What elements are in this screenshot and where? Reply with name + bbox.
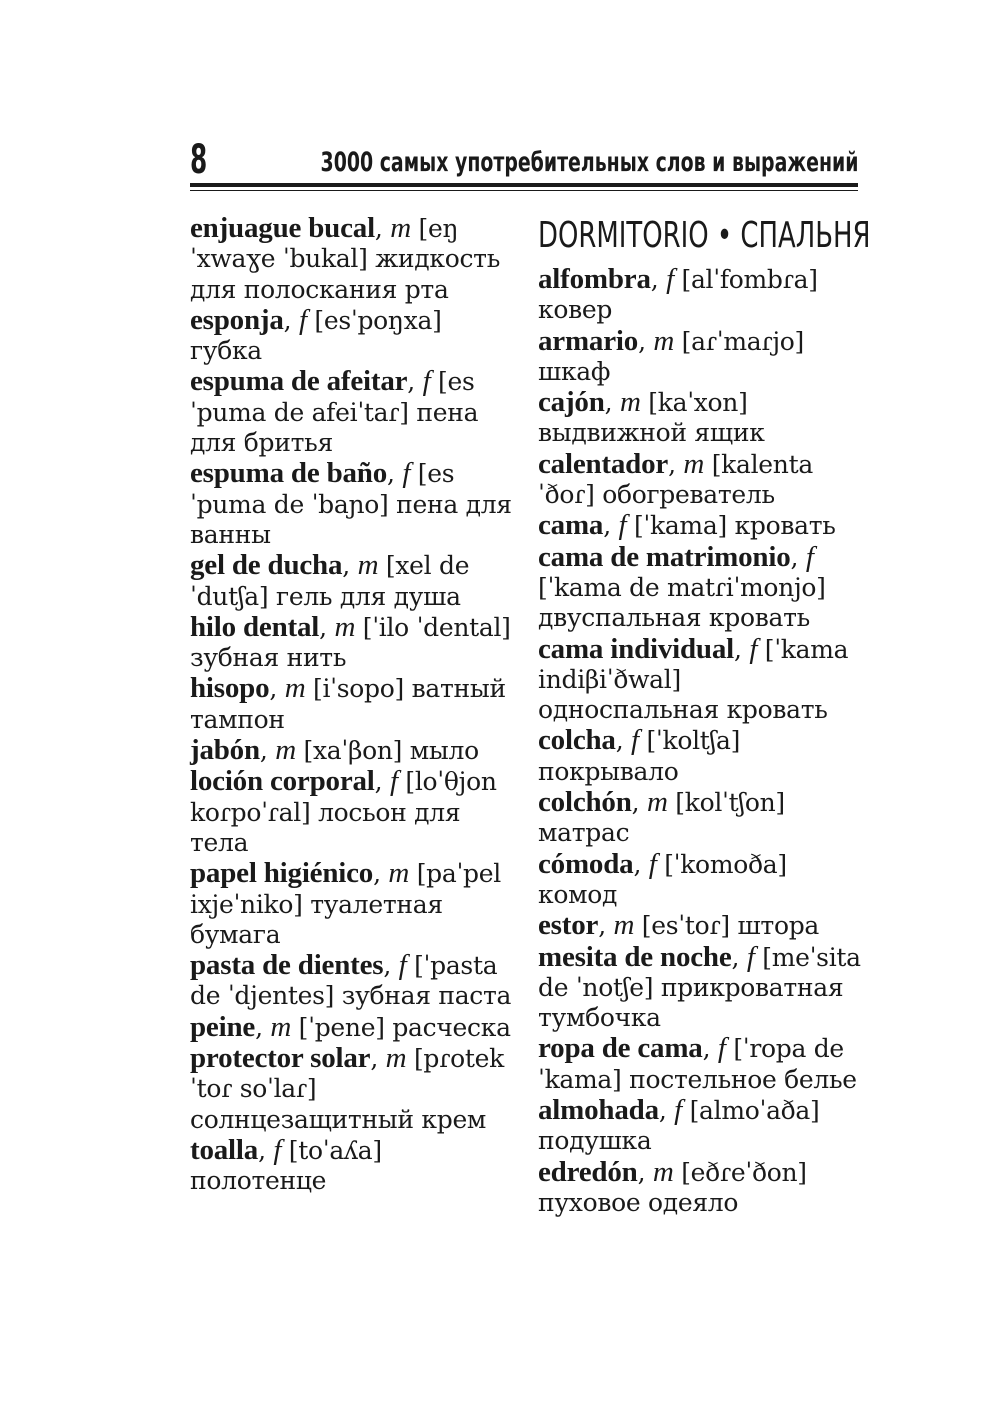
dictionary-entry: ropa de cama, f [ˈropa de ˈkama] постельное белье — [538, 1032, 857, 1094]
dictionary-entry: papel higiénico, m [paˈpel ixjeˈniko] туалетная бумага — [190, 857, 501, 949]
translation: пена для бритья — [190, 397, 479, 458]
translation: солнцезащитный крем — [190, 1104, 487, 1134]
gender-mark: f — [402, 457, 411, 490]
headword: calentador — [538, 447, 669, 480]
transcription: [alˈfombɾa] — [681, 265, 818, 294]
dictionary-entry: mesita de noche, f [meˈsita de ˈnotʃe] прикроватная тумбочка — [538, 940, 861, 1033]
dictionary-entry: toalla, f [toˈaʎa] полотенце — [190, 1133, 382, 1196]
translation: прикроватная тумбочка — [538, 972, 844, 1033]
gender-mark: m — [619, 386, 641, 419]
headword: cama — [538, 509, 604, 542]
transcription: [ˈkama indiβiˈðwal] — [538, 634, 849, 694]
right-entries — [538, 264, 868, 1218]
transcription: [toˈaʎa] — [288, 1135, 382, 1165]
dictionary-entry: armario, m [aɾˈmaɾjo] шкаф — [538, 324, 805, 386]
transcription: [ˈkama] — [633, 511, 727, 541]
translation: подушка — [538, 1126, 652, 1156]
headword: cama de matrimonio — [538, 540, 791, 573]
gender-mark: f — [273, 1133, 282, 1166]
gender-mark: m — [334, 610, 356, 643]
transcription: [kalentaˈðoɾ] — [538, 449, 813, 510]
translation: полотенце — [190, 1166, 327, 1196]
gender-mark: f — [746, 940, 755, 973]
translation: матрас — [538, 818, 630, 848]
transcription: [almoˈaða] — [689, 1096, 820, 1126]
dictionary-entry: colchón, m [kolˈtʃon] матрас — [538, 786, 785, 848]
transcription: [ˈpasta de ˈdjentes] — [190, 951, 498, 1011]
gender-mark: f — [717, 1032, 726, 1065]
dictionary-entry: colcha, f [ˈkoltʃa] покрывало — [538, 724, 741, 786]
dictionary-entry: hisopo, m [iˈsopo] ватный тампон — [190, 672, 506, 734]
dictionary-entry: protector solar, m [pɾotekˈtoɾ soˈlaɾ] солнцезащитный крем — [190, 1042, 504, 1134]
translation: обогреватель — [602, 480, 775, 510]
headword: armario — [538, 324, 639, 357]
transcription: [ˈropa de ˈkama] — [538, 1034, 844, 1094]
headword: cómoda — [538, 847, 634, 880]
headword: mesita de noche — [538, 940, 732, 973]
gender-mark: m — [275, 734, 296, 767]
translation: ватный тампон — [190, 674, 506, 734]
translation: односпальная кровать — [538, 695, 828, 725]
headword: esponja — [190, 303, 284, 336]
gender-mark: m — [284, 672, 306, 705]
page-header — [190, 138, 858, 182]
headword: estor — [538, 909, 599, 942]
headword: alfombra — [538, 263, 651, 295]
translation: пена для ванны — [190, 489, 512, 549]
headword: jabón — [190, 734, 260, 767]
translation: кровать — [734, 511, 836, 541]
headword: toalla — [190, 1133, 259, 1166]
gender-mark: m — [653, 324, 675, 357]
headword: espuma de afeitar — [190, 365, 408, 398]
dictionary-entry: enjuague bucal, m [eŋˈxwaɣe ˈbukal] жидкость для полоскания рта — [190, 212, 501, 304]
gender-mark: m — [270, 1010, 292, 1043]
gender-mark: f — [389, 765, 398, 798]
right-column — [538, 213, 871, 1218]
transcription: [kaˈxon] — [648, 388, 748, 418]
translation: зубная паста — [341, 981, 512, 1011]
gender-mark: f — [674, 1094, 682, 1127]
dictionary-entry: almohada, f [almoˈaða] подушка — [538, 1094, 820, 1156]
translation: лосьон для тела — [190, 797, 461, 857]
dictionary-entry: pasta de dientes, f [ˈpasta de ˈdjentes] зубная паста — [190, 949, 512, 1011]
headword: cama individual — [538, 632, 735, 665]
translation: мыло — [409, 736, 479, 766]
transcription: [ˈkama de matɾiˈmonjo] — [538, 572, 826, 602]
gender-mark: m — [646, 786, 668, 819]
gender-mark: m — [357, 549, 379, 582]
transcription: [iˈsopo] — [313, 674, 404, 704]
running-title: 3000 самых употребительных слов и выражений — [320, 147, 858, 178]
headword: colchón — [538, 786, 632, 819]
dictionary-entry: jabón, m [xaˈβon] мыло — [190, 734, 479, 767]
dictionary-entry: estor, m [esˈtoɾ] штора — [538, 909, 820, 942]
transcription: [eŋˈxwaɣe ˈbukal] — [190, 214, 459, 274]
dictionary-entry: alfombra, f [alˈfombɾa] ковер — [538, 263, 818, 325]
translation: покрывало — [538, 756, 679, 786]
transcription: [esˈpoŋxa] — [314, 305, 442, 335]
transcription: [meˈsita de ˈnotʃe] — [538, 942, 861, 1002]
headword: colcha — [538, 724, 616, 757]
headword: hisopo — [190, 672, 270, 705]
translation: комод — [538, 879, 618, 909]
headword: enjuague bucal — [190, 212, 375, 244]
headword: loción corporal — [190, 765, 375, 798]
transcription: [xaˈβon] — [303, 736, 403, 766]
dictionary-entry: loción corporal, f [loˈθjon koɾpoˈɾal] лосьон для тела — [190, 765, 497, 857]
dictionary-entry: peine, m [ˈpene] расческа — [190, 1010, 511, 1043]
gender-mark: f — [666, 263, 674, 295]
section-title: DORMITORIO • СПАЛЬНЯ — [538, 215, 871, 256]
gender-mark: m — [385, 1042, 407, 1075]
dictionary-entry: cama individual, f [ˈkama indiβiˈðwal] односпальная кровать — [538, 632, 849, 725]
dictionary-entry: edredón, m [eðɾeˈðon] пуховое одеяло — [538, 1155, 807, 1217]
translation: губка — [190, 336, 262, 366]
headword: edredón — [538, 1155, 638, 1188]
transcription: [paˈpel ixjeˈniko] — [190, 859, 501, 919]
gender-mark: m — [652, 1155, 674, 1188]
left-column — [190, 213, 520, 1197]
translation: пуховое одеяло — [538, 1187, 739, 1217]
transcription: [xel de ˈdutʃa] — [190, 551, 470, 611]
translation: зубная нить — [190, 643, 347, 673]
translation: гель для душа — [276, 581, 461, 611]
gender-mark: f — [749, 632, 758, 665]
translation: ковер — [538, 295, 613, 325]
transcription: [eðɾeˈðon] — [681, 1157, 807, 1187]
dictionary-entry: esponja, f [esˈpoŋxa] губка — [190, 303, 442, 366]
translation: туалетная бумага — [190, 889, 443, 949]
translation: штора — [737, 911, 820, 941]
dictionary-entry: cajón, m [kaˈxon] выдвижной ящик — [538, 386, 765, 448]
gender-mark: f — [631, 724, 639, 757]
gender-mark: f — [422, 365, 431, 398]
headword: ropa de cama — [538, 1032, 703, 1065]
dictionary-entry: cómoda, f [ˈkomoða] комод — [538, 847, 787, 909]
gender-mark: f — [618, 509, 627, 542]
transcription: [loˈθjon koɾpoˈɾal] — [190, 767, 497, 827]
headword: cajón — [538, 386, 605, 419]
translation: двуспальная кровать — [538, 603, 810, 633]
translation: расческа — [392, 1012, 511, 1042]
dictionary-entry: cama, f [ˈkama] кровать — [538, 509, 836, 542]
transcription: [aɾˈmaɾjo] — [681, 326, 805, 356]
page-number: 8 — [190, 137, 208, 183]
transcription: [kolˈtʃon] — [675, 788, 785, 818]
dictionary-entry: espuma de baño, f [esˈpuma de ˈbaɲo] пена для ванны — [190, 457, 512, 549]
gender-mark: f — [398, 949, 407, 982]
headword: pasta de dientes — [190, 949, 384, 982]
gender-mark: m — [613, 909, 635, 942]
translation: жидкость для полоскания рта — [190, 244, 501, 304]
dictionary-entry: calentador, m [kalentaˈðoɾ] обогреватель — [538, 447, 813, 510]
header-rule-thin — [190, 190, 858, 191]
dictionary-entry: cama de matrimonio, f [ˈkama de matɾiˈmonjo] двуспальная кровать — [538, 540, 826, 633]
transcription: [pɾotekˈtoɾ soˈlaɾ] — [190, 1044, 504, 1104]
headword: hilo dental — [190, 610, 320, 643]
gender-mark: m — [388, 857, 410, 890]
headword: gel de ducha — [190, 549, 343, 582]
dictionary-entry: gel de ducha, m [xel de ˈdutʃa] гель для душа — [190, 549, 470, 611]
transcription: [ˈilo ˈdental] — [362, 612, 511, 642]
transcription: [esˈpuma de afeiˈtaɾ] — [190, 367, 475, 427]
dictionary-entry: hilo dental, m [ˈilo ˈdental] зубная нить — [190, 610, 511, 673]
header-rule-thick — [190, 183, 858, 187]
translation: шкаф — [538, 356, 611, 386]
transcription: [ˈkomoða] — [664, 849, 787, 879]
headword: protector solar — [190, 1042, 371, 1075]
gender-mark: m — [390, 212, 411, 244]
translation: постельное белье — [629, 1064, 857, 1094]
gender-mark: m — [683, 447, 705, 480]
headword: papel higiénico — [190, 857, 374, 890]
transcription: [esˈpuma de ˈbaɲo] — [190, 459, 455, 519]
dictionary-entry: espuma de afeitar, f [esˈpuma de afeiˈtaɾ] пена для бритья — [190, 365, 479, 458]
gender-mark: f — [298, 303, 307, 336]
transcription: [ˈkoltʃa] — [646, 726, 741, 756]
headword: almohada — [538, 1094, 659, 1127]
gender-mark: f — [648, 847, 657, 880]
transcription: [ˈpene] — [298, 1012, 385, 1042]
headword: espuma de baño — [190, 457, 388, 490]
translation: выдвижной ящик — [538, 418, 765, 448]
transcription: [esˈtoɾ] — [641, 911, 730, 941]
headword: peine — [190, 1010, 256, 1043]
gender-mark: f — [805, 540, 814, 573]
